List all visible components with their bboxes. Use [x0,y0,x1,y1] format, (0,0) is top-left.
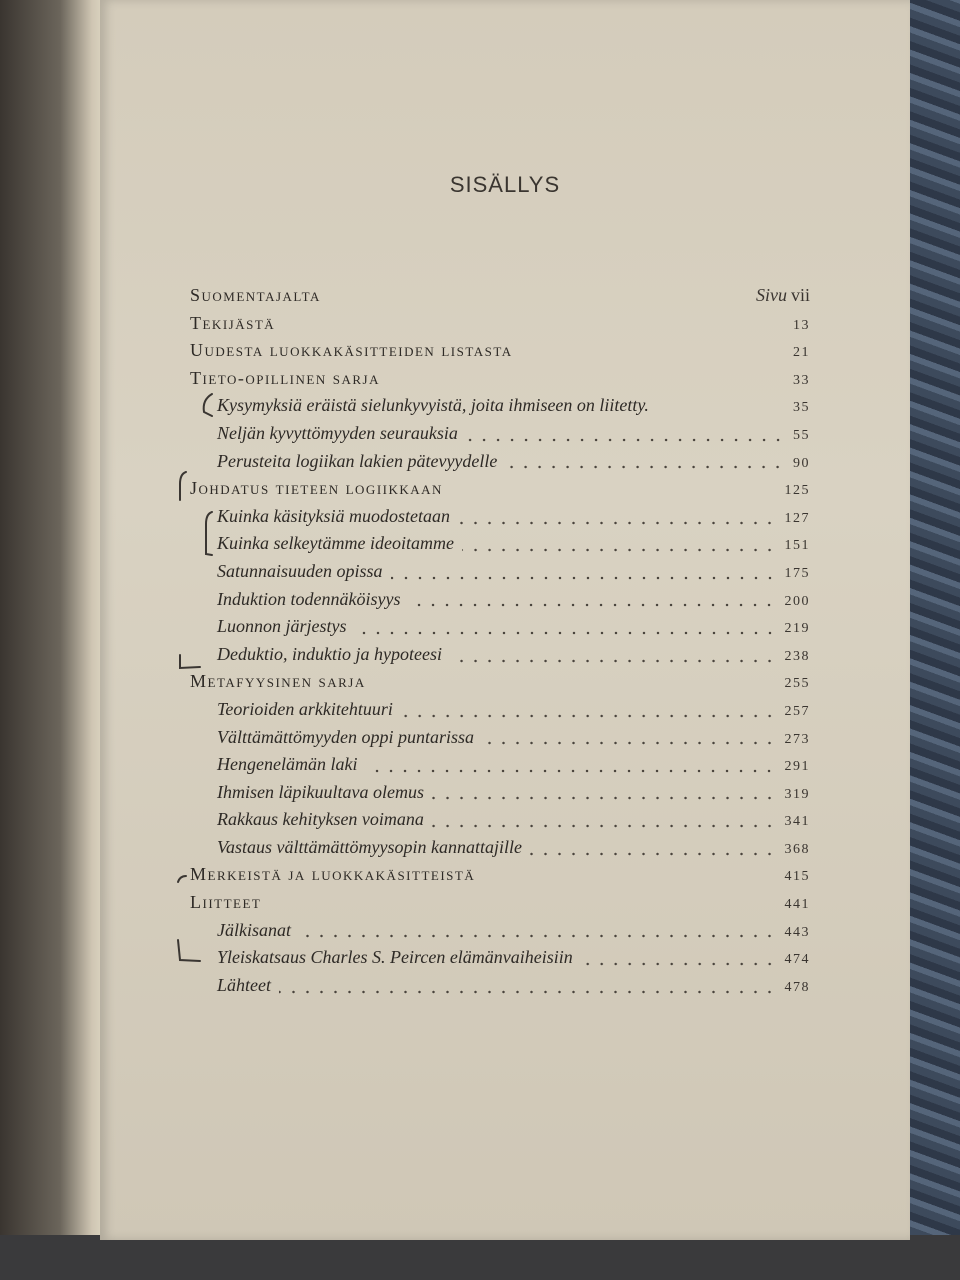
leader-dots [581,962,777,966]
toc-entry [190,448,810,476]
leader-dots [432,824,777,828]
toc-entry [190,834,810,862]
toc-entry-title: Rakkaus kehityksen voimana [217,809,424,830]
leader-dots [505,465,785,469]
toc-entry [190,530,810,558]
leader-dots [458,521,777,525]
page-number: 238 [784,648,810,664]
page-number: 441 [784,897,810,913]
leader-dots [299,934,777,938]
leader-dots [279,990,777,994]
page-number: 255 [784,676,810,692]
page-number: 13 [793,317,810,333]
toc-entry-title: Johdatus tieteen logiikkaan [190,478,443,499]
leader-dots [408,603,776,607]
toc-entry [190,282,810,310]
background-bottom [0,1235,960,1280]
toc-entry-title: Deduktio, induktio ja hypoteesi [217,643,442,664]
toc-entry [190,613,810,641]
page-number: 415 [784,869,810,885]
page-number: 125 [784,483,810,499]
page-number [756,282,810,310]
toc-entry [190,696,810,724]
page-number: 478 [784,979,810,995]
toc-entry-title: Tieto-opillinen sarja [190,367,380,388]
toc-entry-title: Luonnon järjestys [217,616,347,637]
page-number: 443 [784,924,810,940]
toc-entry-title: Metafyysinen sarja [190,671,366,692]
leader-dots [432,796,777,800]
toc-entry [190,668,810,696]
page-number: 35 [793,400,810,416]
toc-entry [190,779,810,807]
leader-dots [466,438,785,442]
leader-dots [401,714,777,718]
toc-entry [190,503,810,531]
page-number: 368 [784,841,810,857]
fabric-background [905,0,960,1280]
toc-entry [190,392,810,420]
toc-entry-title: Merkeistä ja luokkakäsitteistä [190,864,476,885]
leader-dots [391,576,777,580]
page-number: 257 [784,703,810,719]
toc-entry [190,917,810,945]
page-number: 127 [784,510,810,526]
toc-entry-title: Uudesta luokkakäsitteiden listasta [190,340,513,361]
page-title: SISÄLLYS [449,172,561,197]
toc-entry [190,586,810,614]
book-page [100,0,910,1240]
leader-dots [482,741,777,745]
toc-entry-title: Jälkisanat [217,919,291,940]
page-number: 219 [784,621,810,637]
toc-entry [190,889,810,917]
page-number: 33 [793,372,810,388]
toc-entry-title: Kuinka käsityksiä muodostetaan [217,505,450,526]
page-number: 319 [784,786,810,802]
toc-entry-title: Neljän kyvyttömyyden seurauksia [217,422,458,443]
toc-entry [190,641,810,669]
toc-entry-title: Lähteet [217,974,271,995]
toc-entry-title: Vastaus välttämättömyysopin kannattajille [217,836,522,857]
page-number: 273 [784,731,810,747]
toc-entry-title: Perusteita logiikan lakien pätevyydelle [217,450,498,471]
page-number: 175 [784,565,810,581]
toc-entry-title: Tekijästä [190,312,276,333]
page-number: 291 [784,759,810,775]
toc-entry [190,806,810,834]
toc-entry-title: Kysymyksiä eräistä sielunkyvyistä, joita ihmiseen on liitetty. [217,395,649,416]
toc-entry [190,861,810,889]
toc-entry [190,944,810,972]
background-left [0,0,100,1280]
toc-entry [190,751,810,779]
toc-entry [190,972,810,1000]
toc-entry-title: Hengenelämän laki [217,754,358,775]
toc-entry-title: Yleiskatsaus Charles S. Peircen elämänvaiheisiin [217,947,573,968]
toc-entry [190,724,810,752]
page-number: 474 [784,952,810,968]
leader-dots [365,769,776,773]
page-number: 55 [793,427,810,443]
page-label: Sivu [755,285,787,305]
toc-entry [190,475,810,503]
toc-entry-title: Liitteet [190,892,262,913]
page-number: 90 [793,455,810,471]
page-number-value: vii [790,285,810,305]
toc-entry [190,558,810,586]
leader-dots [450,659,777,663]
toc-entry [190,365,810,393]
page-number: 341 [784,814,810,830]
page-number: 200 [784,593,810,609]
toc-entry [190,420,810,448]
leader-dots [355,631,777,635]
toc-entry-title: Induktion todennäköisyys [217,588,401,609]
table-of-contents [190,282,810,999]
toc-entry-title: Satunnaisuuden opissa [217,560,383,581]
toc-entry-title: Kuinka selkeytämme ideoitamme [217,533,454,554]
toc-entry-title: Ihmisen läpikuultava olemus [217,781,424,802]
toc-entry-title: Välttämättömyyden oppi puntarissa [217,726,474,747]
leader-dots [530,852,777,856]
toc-entry-title: Suomentajalta [190,285,321,305]
leader-dots [462,548,777,552]
page-number: 151 [784,538,810,554]
toc-entry [190,337,810,365]
toc-entry [190,310,810,338]
toc-entry-title: Teorioiden arkkitehtuuri [217,698,393,719]
page-number: 21 [793,345,810,361]
